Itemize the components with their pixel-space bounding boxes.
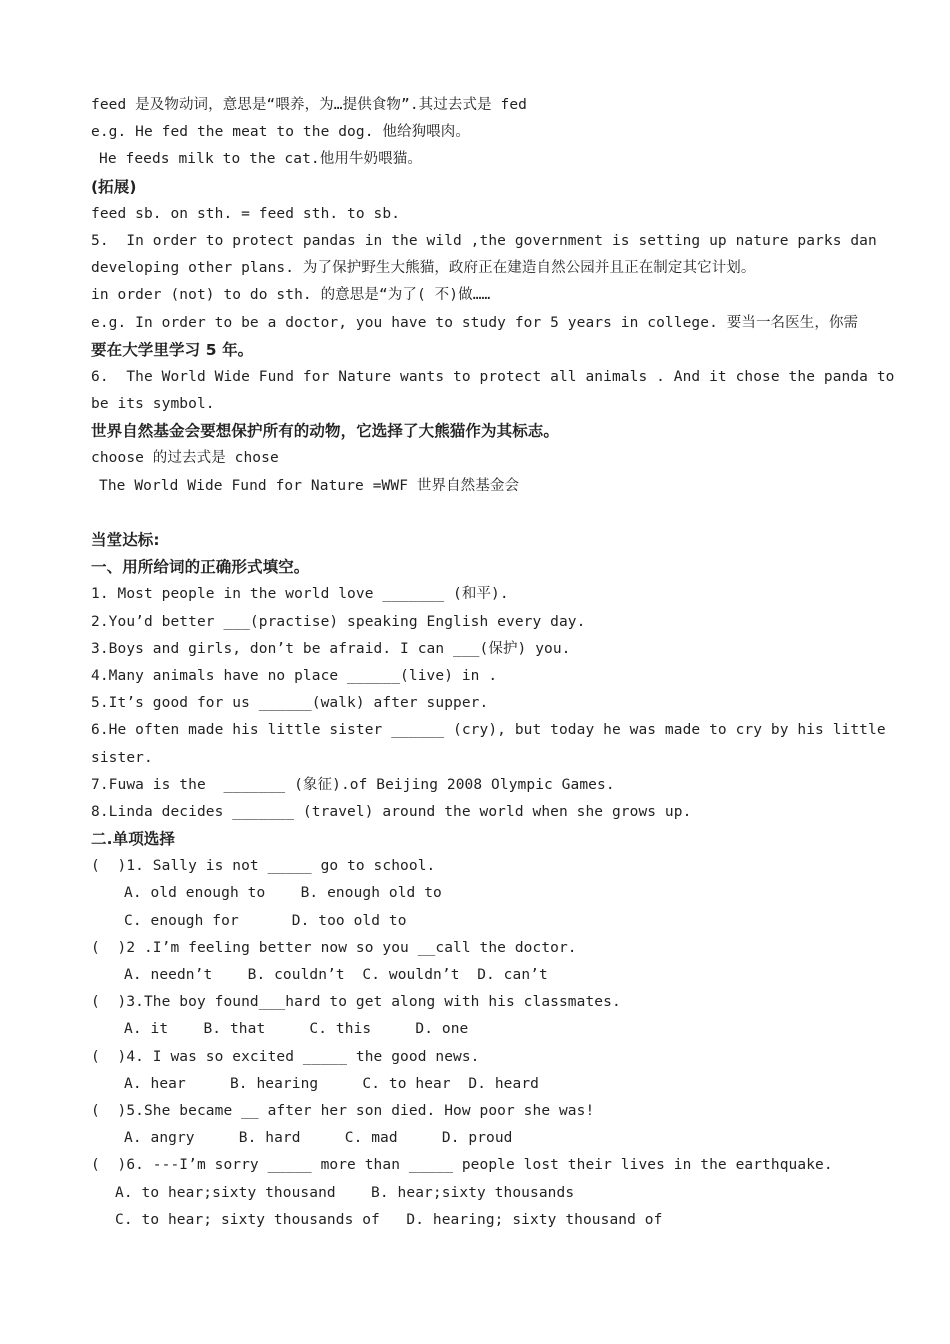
choice-question: ( )1. Sally is not _____ go to school. xyxy=(91,858,436,875)
note-line: e.g. He fed the meat to the dog. 他给狗喂肉。 xyxy=(91,124,470,141)
exercise-heading: 当堂达标: xyxy=(91,531,160,549)
choice-options: C. enough for D. too old to xyxy=(124,912,407,929)
fill-blank-question: 4.Many animals have no place ______(live) in . xyxy=(91,667,498,684)
choice-options: A. to hear;sixty thousand B. hear;sixty thousands xyxy=(115,1184,575,1201)
note-line: 6. The World Wide Fund for Nature wants to protect all animals . And it chose the panda to xyxy=(91,368,895,385)
note-line: He feeds milk to the cat.他用牛奶喂猫。 xyxy=(99,151,422,168)
note-line: developing other plans. 为了保护野生大熊猫，政府正在建造自然公园并且正在制定其它计划。 xyxy=(91,260,756,277)
choice-options: A. needn’t B. couldn’t C. wouldn’t D. can’t xyxy=(124,967,548,983)
choice-question: ( )3.The boy found___hard to get along with his classmates. xyxy=(91,994,621,1011)
fill-blank-question: sister. xyxy=(91,749,153,766)
choice-options: A. angry B. hard C. mad D. proud xyxy=(124,1130,513,1147)
note-line: The World Wide Fund for Nature =WWF 世界自然基金会 xyxy=(99,477,520,494)
note-line: in order (not) to do sth. 的意思是“为了( 不)做…… xyxy=(91,287,491,304)
choice-question: ( )4. I was so excited _____ the good news. xyxy=(91,1048,480,1065)
note-line: e.g. In order to be a doctor, you have to study for 5 years in college. 要当一名医生，你需 xyxy=(91,314,859,331)
fill-blank-question: 3.Boys and girls, don’t be afraid. I can ___(保护) you. xyxy=(91,640,571,657)
note-line: 5. In order to protect pandas in the wild ,the government is setting up nature parks dan xyxy=(91,232,877,249)
choice-question: ( )2 .I’m feeling better now so you __call the doctor. xyxy=(91,939,577,956)
part2-title: 二.单项选择 xyxy=(91,830,175,849)
choice-options: A. it B. that C. this D. one xyxy=(124,1021,469,1038)
note-line: (拓展) xyxy=(91,177,137,196)
fill-blank-question: 6.He often made his little sister ______ (cry), but today he was made to cry by his little xyxy=(91,722,886,739)
spacer xyxy=(91,500,881,527)
note-line: feed sb. on sth. = feed sth. to sb. xyxy=(91,205,401,222)
note-line: be its symbol. xyxy=(91,396,215,413)
note-line: choose 的过去式是 chose xyxy=(91,450,279,467)
fill-blank-question: 7.Fuwa is the _______ (象征).of Beijing 2008 Olympic Games. xyxy=(91,776,615,793)
choice-question: ( )6. ---I’m sorry _____ more than _____ people lost their lives in the earthquake. xyxy=(91,1157,833,1174)
document-page xyxy=(91,92,895,1234)
choice-options: C. to hear; sixty thousands of D. hearing; sixty thousand of xyxy=(115,1211,663,1228)
choice-question: ( )5.She became __ after her son died. How poor she was! xyxy=(91,1102,595,1119)
part1-title: 一、用所给词的正确形式填空。 xyxy=(91,558,310,577)
note-line: feed 是及物动词，意思是“喂养，为…提供食物”.其过去式是 fed xyxy=(91,97,527,113)
note-line: 世界自然基金会要想保护所有的动物，它选择了大熊猫作为其标志。 xyxy=(91,422,560,441)
fill-blank-question: 1. Most people in the world love _______ (和平). xyxy=(91,586,509,603)
fill-blank-question: 8.Linda decides _______ (travel) around the world when she grows up. xyxy=(91,803,692,820)
note-line: 要在大学里学习 5 年。 xyxy=(91,340,254,359)
fill-blank-question: 2.You’d better ___(practise) speaking English every day. xyxy=(91,613,586,630)
choice-options: A. old enough to B. enough old to xyxy=(124,885,442,902)
fill-blank-question: 5.It’s good for us ______(walk) after supper. xyxy=(91,695,489,712)
choice-options: A. hear B. hearing C. to hear D. heard xyxy=(124,1075,539,1092)
